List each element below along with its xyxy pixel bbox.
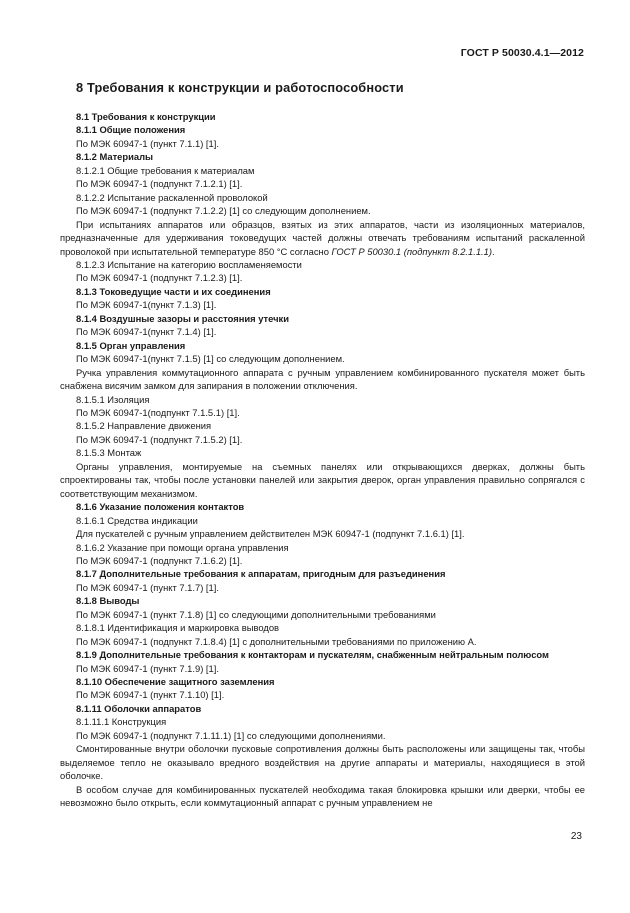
document-code-header: ГОСТ Р 50030.4.1—2012: [460, 47, 584, 59]
paragraph: По МЭК 60947-1(пункт 7.1.5) [1] со следующим дополнением.: [76, 353, 345, 365]
heading-8-1-11: 8.1.11 Оболочки аппаратов: [76, 702, 202, 714]
paragraph: Смонтированные внутри оболочки пусковые сопротивления должны быть расположены или защищены так, чтобы выделяемое тепло не оказывало вредного воздействия на другие аппараты и материалы, находящиеся в этой оболочке.: [60, 743, 585, 782]
heading-8-1-6: 8.1.6 Указание положения контактов: [76, 501, 245, 513]
subheading-8-1-2-1: 8.1.2.1 Общие требования к материалам: [76, 164, 255, 176]
heading-8-1-8: 8.1.8 Выводы: [76, 595, 140, 607]
paragraph: По МЭК 60947-1(пункт 7.1.3) [1].: [76, 299, 217, 311]
paragraph: По МЭК 60947-1 (пункт 7.1.8) [1] со следующими дополнительными требованиями: [76, 608, 436, 620]
heading-8-1-3: 8.1.3 Токоведущие части и их соединения: [76, 285, 271, 297]
paragraph: По МЭК 60947-1 (подпункт 7.1.2.2) [1] со следующим дополнением.: [76, 205, 371, 217]
subheading-8-1-6-1: 8.1.6.1 Средства индикации: [76, 514, 198, 526]
paragraph: Для пускателей с ручным управлением действителен МЭК 60947-1 (подпункт 7.1.6.1) [1].: [76, 528, 465, 540]
paragraph: По МЭК 60947-1 (подпункт 7.1.6.2) [1].: [76, 554, 243, 566]
subheading-8-1-8-1: 8.1.8.1 Идентификация и маркировка выводов: [76, 622, 280, 634]
paragraph: В особом случае для комбинированных пускателей необходима такая блокировка крышки или дверки, чтобы ее невозможно было открыть, если коммутационный аппарат с ручным управлением не: [60, 783, 585, 809]
paragraph: Органы управления, монтируемые на съемных панелях или открывающихся дверках, должны быть спроектированы так, чтобы после установки панелей или закрытия дверок, орган управления правильно сопрягался с соответствующим механизмом.: [60, 460, 585, 499]
paragraph: По МЭК 60947-1(пункт 7.1.4) [1].: [76, 326, 217, 338]
paragraph: По МЭК 60947-1 (пункт 7.1.1) [1].: [76, 137, 219, 149]
heading-8-1-1: 8.1.1 Общие положения: [76, 124, 186, 136]
paragraph-glow-wire: [60, 218, 585, 258]
subheading-8-1-5-1: 8.1.5.1 Изоляция: [76, 393, 150, 405]
paragraph: По МЭК 60947-1 (подпункт 7.1.2.1) [1].: [76, 178, 243, 190]
paragraph: По МЭК 60947-1 (подпункт 7.1.11.1) [1] со следующими дополнениями.: [76, 729, 386, 741]
paragraph: По МЭК 60947-1 (подпункт 7.1.2.3) [1].: [76, 272, 243, 284]
paragraph: По МЭК 60947-1 (пункт 7.1.7) [1].: [76, 581, 219, 593]
paragraph: По МЭК 60947-1 (подпункт 7.1.5.2) [1].: [76, 433, 243, 445]
paragraph: По МЭК 60947-1(подпункт 7.1.5.1) [1].: [76, 406, 240, 418]
body-text: [60, 110, 585, 810]
paragraph: По МЭК 60947-1 (пункт 7.1.9) [1].: [76, 662, 219, 674]
heading-8-1-2: 8.1.2 Материалы: [76, 151, 154, 163]
heading-8-1-10: 8.1.10 Обеспечение защитного заземления: [76, 676, 275, 688]
heading-8-1-4: 8.1.4 Воздушные зазоры и расстояния утечки: [76, 312, 290, 324]
heading-8-1-5: 8.1.5 Орган управления: [76, 339, 186, 351]
subheading-8-1-11-1: 8.1.11.1 Конструкция: [76, 716, 167, 728]
subheading-8-1-2-2: 8.1.2.2 Испытание раскаленной проволокой: [76, 191, 268, 203]
paragraph-tail: .: [492, 245, 495, 257]
standard-reference: ГОСТ Р 50030.1 (подпункт 8.2.1.1.1): [331, 245, 492, 257]
heading-8-1: 8.1 Требования к конструкции: [76, 111, 216, 122]
paragraph: По МЭК 60947-1 (подпункт 7.1.8.4) [1] с дополнительными требованиями по приложению А.: [76, 635, 477, 647]
subheading-8-1-2-3: 8.1.2.3 Испытание на категорию воспламеняемости: [76, 258, 302, 270]
page-number: 23: [570, 831, 582, 842]
paragraph-text: При испытаниях аппаратов или образцов, взятых из этих аппаратов, части из изоляционных материалов, предназначенные для удерживания токоведущих частей должны отвечать требованиям испытаний раскаленной проволокой при испытательной температуре 850 °С согласно: [60, 218, 585, 257]
section-title: 8 Требования к конструкции и работоспособности: [76, 80, 404, 95]
heading-8-1-7: 8.1.7 Дополнительные требования к аппаратам, пригодным для разъединения: [76, 568, 446, 580]
paragraph: По МЭК 60947-1 (пункт 7.1.10) [1].: [76, 689, 225, 701]
subheading-8-1-6-2: 8.1.6.2 Указание при помощи органа управления: [76, 541, 289, 553]
subheading-8-1-5-2: 8.1.5.2 Направление движения: [76, 420, 212, 432]
heading-8-1-9: 8.1.9 Дополнительные требования к контакторам и пускателям, снабженным нейтральным полюсом: [76, 649, 549, 661]
subheading-8-1-5-3: 8.1.5.3 Монтаж: [76, 447, 142, 459]
paragraph: Ручка управления коммутационного аппарата с ручным управлением комбинированного пускателя может быть снабжена висячим замком для запирания в положении отключения.: [60, 366, 585, 392]
